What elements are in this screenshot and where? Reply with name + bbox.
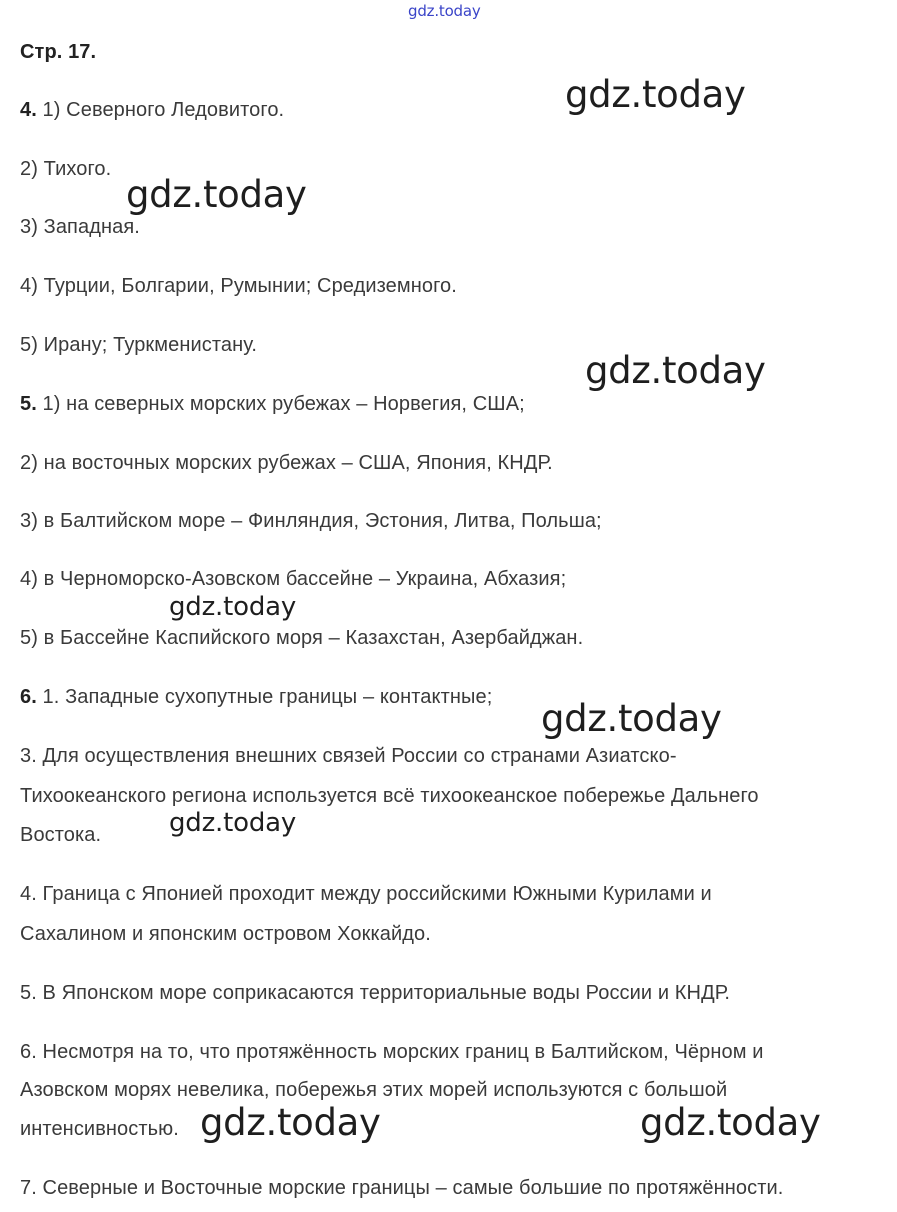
text-line-task4-3: 3) Западная. [20, 216, 140, 238]
text-line-task5-4: 4) в Черноморско-Азовском бассейне – Украина, Абхазия; [20, 568, 567, 590]
text-line-task6-4b: Сахалином и японским островом Хоккайдо. [20, 923, 431, 945]
text-line-task6-5: 5. В Японском море соприкасаются территориальные воды России и КНДР. [20, 982, 731, 1004]
text-line-task6-1: 6. 1. Западные сухопутные границы – контактные; [20, 686, 493, 708]
watermark: gdz.today [200, 1101, 381, 1144]
text-line-task6-3c: Востока. [20, 824, 102, 846]
watermark-top: gdz.today [408, 2, 481, 20]
watermark: gdz.today [169, 592, 297, 622]
page-heading: Стр. 17. [20, 41, 97, 63]
text-line-task6-6c: интенсивностью. [20, 1118, 179, 1140]
text-line-task4-1: 4. 1) Северного Ледовитого. [20, 99, 285, 121]
watermark: gdz.today [541, 697, 722, 740]
text-line-task5-3: 3) в Балтийском море – Финляндия, Эстония, Литва, Польша; [20, 510, 602, 532]
task-number: 6. [20, 686, 37, 708]
text-line-task5-1: 5. 1) на северных морских рубежах – Норвегия, США; [20, 393, 525, 415]
text-line-task5-5: 5) в Бассейне Каспийского моря – Казахстан, Азербайджан. [20, 627, 584, 649]
watermark: gdz.today [565, 73, 746, 116]
watermark: gdz.today [126, 173, 307, 216]
text-line-task4-4: 4) Турции, Болгарии, Румынии; Средиземного. [20, 275, 457, 297]
watermark: gdz.today [640, 1101, 821, 1144]
text-line-task6-4a: 4. Граница с Японией проходит между российскими Южными Курилами и [20, 883, 712, 905]
text-line-task4-2: 2) Тихого. [20, 158, 112, 180]
text-line-task6-7: 7. Северные и Восточные морские границы – самые большие по протяжённости. [20, 1177, 784, 1199]
text-line-task5-2: 2) на восточных морских рубежах – США, Япония, КНДР. [20, 452, 553, 474]
text-line-task4-5: 5) Ирану; Туркменистану. [20, 334, 258, 356]
text-line-task6-6b: Азовском морях невелика, побережья этих морей используются с большой [20, 1079, 728, 1101]
watermark: gdz.today [585, 349, 766, 392]
text-line-task6-3a: 3. Для осуществления внешних связей России со странами Азиатско- [20, 745, 677, 767]
task-number: 4. [20, 99, 37, 121]
text-line-task6-6a: 6. Несмотря на то, что протяжённость морских границ в Балтийском, Чёрном и [20, 1041, 764, 1063]
task-number: 5. [20, 393, 37, 415]
text-line-task6-3b: Тихоокеанского региона используется всё тихоокеанское побережье Дальнего [20, 785, 759, 807]
watermark: gdz.today [169, 808, 297, 838]
